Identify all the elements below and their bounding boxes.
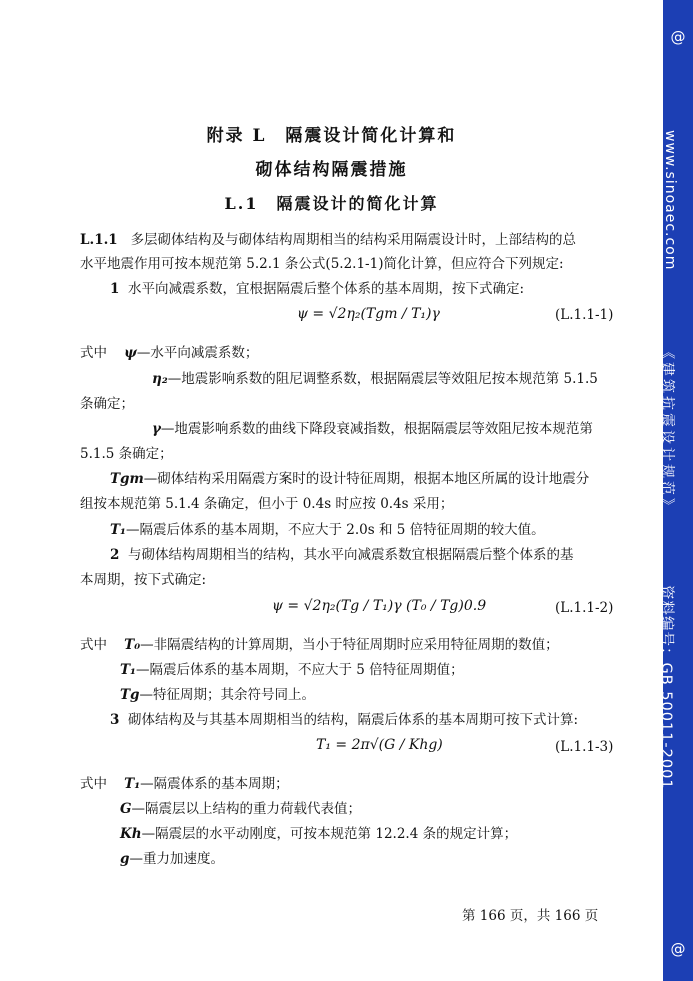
- psi-def: —水平向减震系数；: [136, 345, 259, 361]
- where-label-3: 式中: [80, 776, 107, 792]
- eqno-l113: (L.1.1-3): [555, 739, 614, 755]
- tg-def: —特征周期；其余符号同上。: [139, 687, 315, 703]
- eta-def-b: 条确定；: [80, 396, 134, 412]
- t1-def-c: —隔震体系的基本周期；: [140, 776, 289, 792]
- doc-code-vertical-text: 资料编号：GB 50011-2001: [658, 585, 674, 790]
- item3-number: 3: [110, 712, 120, 728]
- clause-number: L.1.1: [80, 232, 118, 248]
- def-t1-a: [110, 521, 545, 539]
- def-tgm: [110, 470, 589, 488]
- item1-line: [110, 280, 524, 298]
- t0-def: —非隔震结构的计算周期，当小于特征周期时应采用特征周期的数值；: [140, 637, 559, 653]
- item2-text-b: 本周期，按下式确定:: [80, 572, 207, 588]
- tgm-def-a: —砌体结构采用隔震方案时的设计特征周期，根据本地区所属的设计地震分: [143, 471, 590, 487]
- def-gamma: [152, 420, 593, 438]
- section-heading: L.1 隔震设计的简化计算: [224, 194, 439, 213]
- def-t1-c: [80, 775, 289, 793]
- clause-paragraph-line1: [80, 231, 576, 249]
- eqno-l112: (L.1.1-2): [555, 600, 614, 616]
- tg-symbol: Tg: [120, 687, 140, 703]
- item3-line: [110, 711, 578, 729]
- gacc-def: —重力加速度。: [129, 851, 224, 867]
- g-def: —隔震层以上结构的重力荷载代表值；: [131, 801, 362, 817]
- eqno-l111: (L.1.1-1): [555, 307, 614, 323]
- gamma-def-b: 5.1.5 条确定；: [80, 446, 173, 462]
- t0-symbol: T₀: [124, 637, 141, 653]
- website-vertical-text: www.sinoaec.com: [662, 130, 678, 271]
- formula-l112: ψ = √2η₂(Tg / T₁)γ (T₀ / Tg)0.9: [272, 598, 487, 614]
- at-symbol-bottom: @: [670, 940, 686, 958]
- appendix-title-line1: 附录 L 隔震设计简化计算和: [206, 126, 457, 146]
- def-kh: [120, 825, 517, 843]
- def-eta: [152, 370, 598, 388]
- gamma-def-a: —地震影响系数的曲线下降段衰减指数，根据隔震层等效阻尼按本规范第: [160, 421, 593, 437]
- side-strip: [658, 0, 693, 981]
- g-symbol: G: [120, 801, 132, 817]
- clause-text-1: 多层砌体结构及与砌体结构周期相当的结构采用隔震设计时，上部结构的总: [130, 232, 577, 248]
- kh-symbol: Kh: [120, 826, 142, 842]
- item1-text: 水平向减震系数，宜根据隔震后整个体系的基本周期，按下式确定:: [128, 281, 525, 297]
- formula-l113: T₁ = 2π√(G / Khg): [316, 737, 443, 753]
- formula-l111: ψ = √2η₂(Tgm / T₁)γ: [297, 306, 440, 322]
- def-gacc: [120, 850, 224, 868]
- appendix-title-line2: 砌体结构隔震措施: [255, 160, 408, 180]
- tgm-symbol: Tgm: [110, 471, 144, 487]
- def-t1-b: [120, 661, 464, 679]
- def-t0: [80, 636, 559, 654]
- eta-def-a: —地震影响系数的阻尼调整系数，根据隔震层等效阻尼按本规范第 5.1.5: [167, 371, 598, 387]
- item1-number: 1: [110, 281, 120, 297]
- where-label-2: 式中: [80, 637, 107, 653]
- t1-def-a: —隔震后体系的基本周期，不应大于 2.0s 和 5 倍特征周期的较大值。: [125, 522, 545, 538]
- gamma-symbol: γ: [152, 421, 161, 437]
- t1-symbol-b: T₁: [120, 662, 136, 678]
- gacc-symbol: g: [120, 851, 130, 867]
- t1-symbol-a: T₁: [110, 522, 126, 538]
- eta-symbol: η₂: [152, 371, 168, 387]
- item2-number: 2: [110, 547, 120, 563]
- t1-symbol-c: T₁: [124, 776, 141, 792]
- page-number-footer: 第 166 页，共 166 页: [462, 908, 599, 924]
- psi-symbol: ψ: [124, 345, 137, 361]
- kh-def: —隔震层的水平动刚度，可按本规范第 12.2.4 条的规定计算；: [141, 826, 518, 842]
- where-label-1: 式中: [80, 345, 107, 361]
- clause-text-2: 水平地震作用可按本规范第 5.2.1 条公式(5.2.1-1)简化计算，但应符合下列规定:: [80, 256, 564, 272]
- item3-text: 砌体结构及与其基本周期相当的结构，隔震后体系的基本周期可按下式计算:: [128, 712, 579, 728]
- tgm-def-b: 组按本规范第 5.1.4 条确定，但小于 0.4s 时应按 0.4s 采用；: [80, 496, 454, 512]
- item2-text-a: 与砌体结构周期相当的结构，其水平向减震系数宜根据隔震后整个体系的基: [128, 547, 574, 563]
- def-tg: [120, 686, 315, 704]
- def-g: [120, 800, 361, 818]
- def-psi: [80, 344, 258, 362]
- book-title-vertical-text: 《建筑抗震设计规范》: [659, 345, 675, 515]
- item2-line: [110, 546, 574, 564]
- at-symbol-top: @: [670, 28, 686, 46]
- t1-def-b: —隔震后体系的基本周期，不应大于 5 倍特征周期值；: [135, 662, 464, 678]
